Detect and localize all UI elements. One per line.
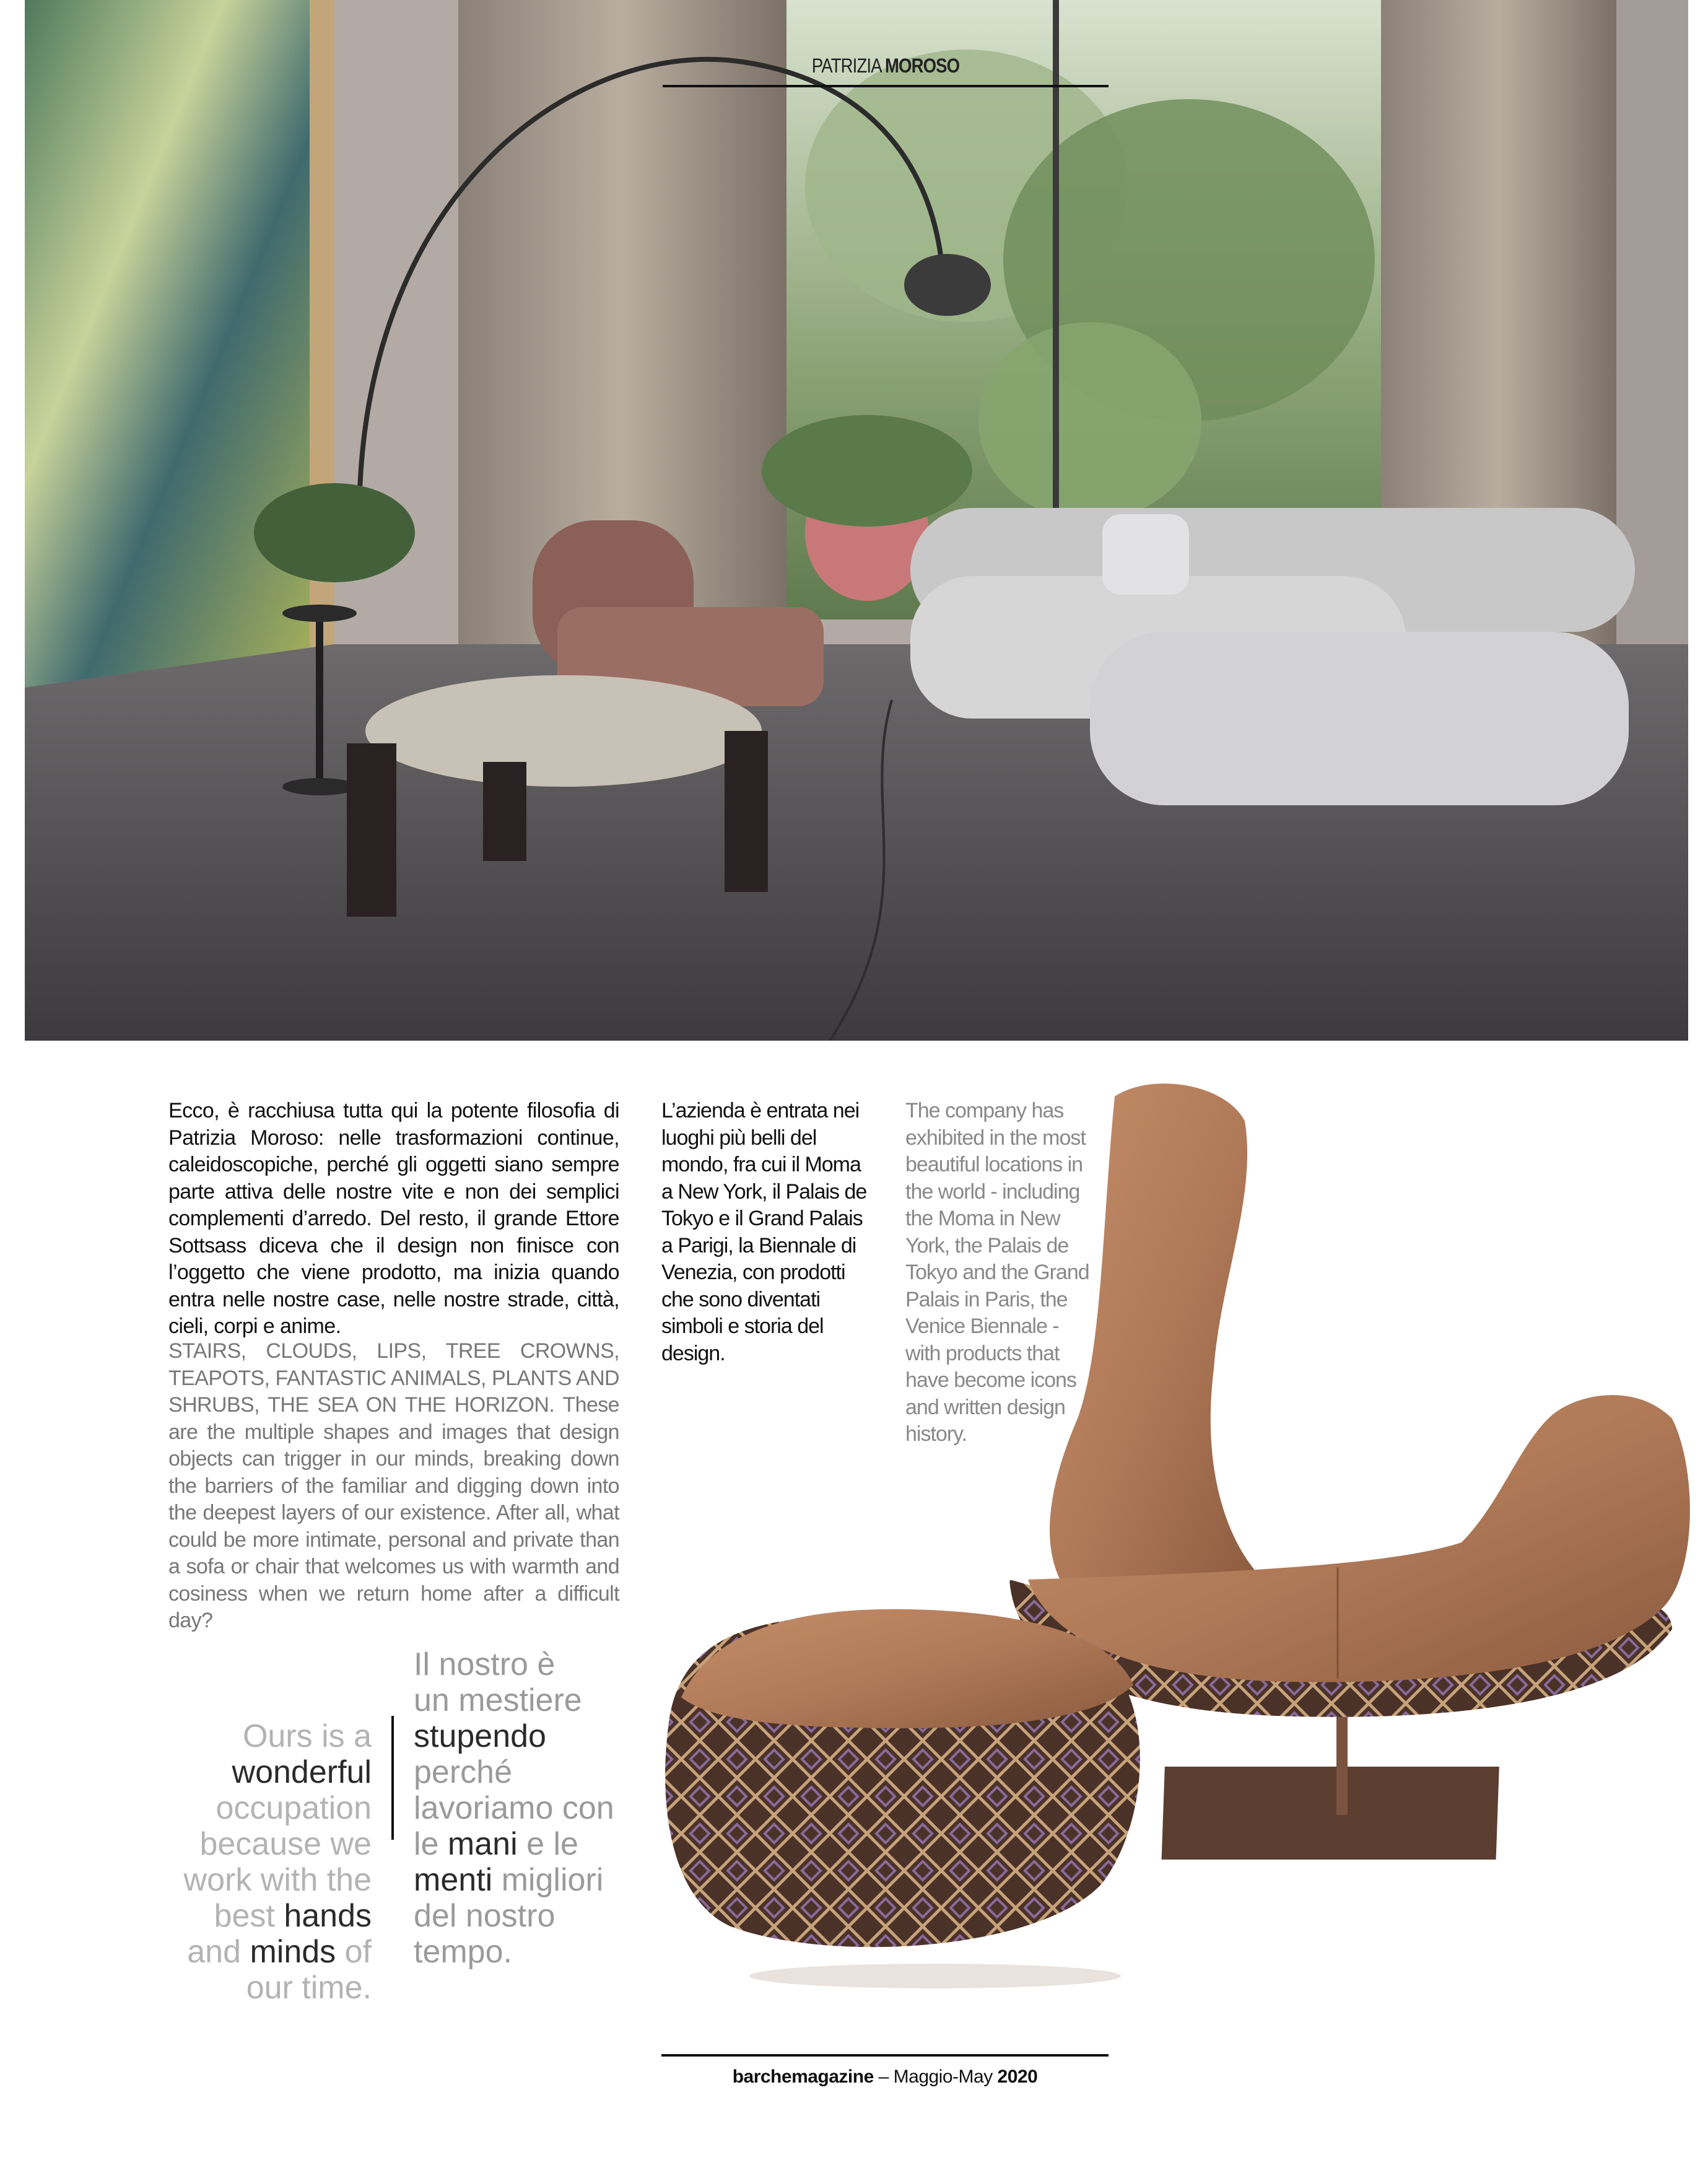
pq-en-line: wonderful	[232, 1754, 372, 1790]
pq-it-line: Il nostro è	[414, 1646, 556, 1682]
pq-it-word-highlight: menti	[414, 1862, 493, 1898]
pq-en-word: best	[214, 1898, 284, 1934]
footer-separator: –	[873, 2066, 894, 2087]
pullquote-italian	[414, 1646, 637, 1970]
pq-it-line: del nostro	[414, 1898, 556, 1934]
pq-en-line	[149, 1934, 372, 1970]
pq-it-word: migliori	[492, 1862, 604, 1898]
pq-it-word: le	[414, 1826, 448, 1862]
hero-photo-living-room	[25, 0, 1688, 1041]
footer-brand: barchemagazine	[732, 2066, 874, 2087]
pullquote-english	[149, 1718, 372, 2006]
pq-it-line: lavoriamo con	[414, 1790, 614, 1826]
pq-en-word: of	[336, 1934, 372, 1970]
pq-it-line: un mestiere	[414, 1682, 582, 1718]
pq-it-word-highlight: mani	[447, 1826, 518, 1862]
pq-en-line: work with the	[183, 1862, 372, 1898]
pq-it-line: tempo.	[414, 1934, 512, 1970]
page-footer	[661, 2066, 1109, 2088]
pq-en-word: and	[187, 1934, 250, 1970]
pq-en-line: because we	[199, 1826, 372, 1862]
footer-year: 2020	[997, 2066, 1038, 2087]
footer-rule	[661, 2054, 1109, 2057]
pq-en-word-highlight: hands	[284, 1898, 372, 1934]
body-text-english	[168, 1338, 619, 1635]
pq-it-line	[414, 1862, 637, 1898]
pq-en-line: Ours is a	[242, 1718, 372, 1754]
running-header	[694, 55, 1077, 77]
pq-en-line: occupation	[216, 1790, 372, 1826]
body-english-text: These are the multiple shapes and images that design objects can trigger in our minds, breaking down the barriers of the familiar and digging down into the deepest layers of our existence. After all, what could be more intimate, personal and private than a sofa or chair that welcomes us with warmth and cosiness when we return home after a difficult day?	[168, 1393, 619, 1632]
pq-en-line	[149, 1898, 372, 1934]
header-name-last: MOROSO	[884, 55, 960, 77]
pq-it-word: e le	[517, 1826, 578, 1862]
product-photo-chair-and-pouf	[644, 1072, 1708, 2038]
caption-italian: L’azienda è entrata nei luoghi più belli del mondo, fra cui il Moma a New York, il Palais de Tokyo e il Grand Palais a Parigi, la Biennale di Venezia, con prodotti che sono diventati simboli e storia del design.	[661, 1099, 867, 1365]
pq-it-line	[414, 1826, 637, 1862]
header-name-first: PATRIZIA	[811, 55, 881, 77]
pq-it-line: stupendo	[414, 1718, 546, 1754]
body-text-italian: Ecco, è racchiusa tutta qui la potente filosofia di Patrizia Moroso: nelle trasformazioni continue, caleidoscopiche, perché gli oggetti siano sempre parte attiva delle nostre vite e non dei semplici complementi d’arredo. Del resto, il grande Ettore Sottsass diceva che il design non finisce con l’oggetto che viene prodotto, ma inizia quando entra nelle nostre case, nelle nostre strade, città, cieli, corpi e anime.	[168, 1099, 619, 1338]
body-english-lead-caps: STAIRS, CLOUDS, LIPS, TREE CROWNS, TEAPOTS, FANTASTIC ANIMALS, PLANTS AND SHRUBS, THE SEA ON THE HORIZON.	[168, 1339, 619, 1417]
footer-month: Maggio-May	[893, 2066, 998, 2087]
pq-it-line: perché	[414, 1754, 512, 1790]
pq-en-line: our time.	[246, 1970, 372, 2006]
pullquote-divider	[391, 1716, 394, 1840]
pq-en-word-highlight: minds	[250, 1934, 336, 1970]
header-rule	[663, 85, 1109, 87]
caption-english: The company has exhibited in the most beautiful locations in the world - including the Moma in New York, the Palais de Tokyo and the Grand Palais in Paris, the Venice Biennale - with products that have become icons and written design history.	[905, 1099, 1089, 1446]
